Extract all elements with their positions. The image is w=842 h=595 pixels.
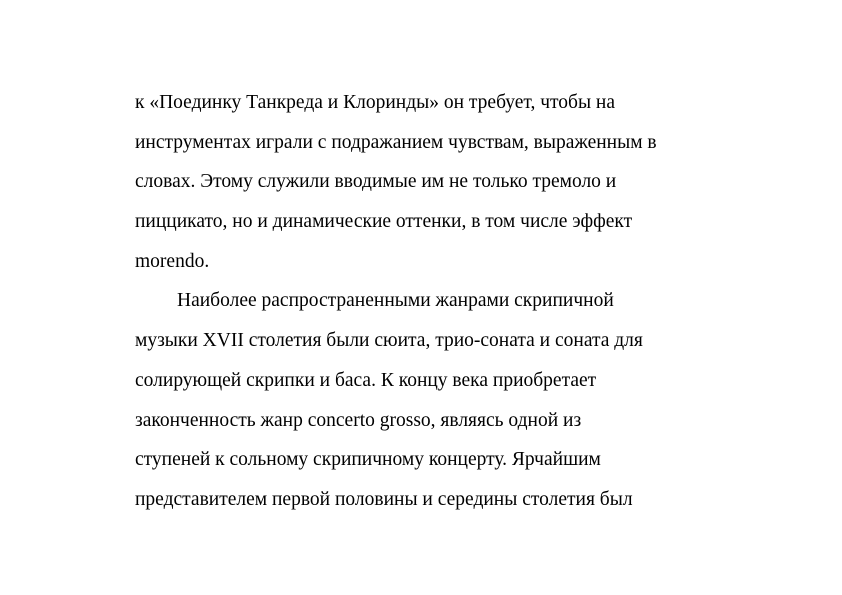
- text-line: Наиболее распространенными жанрами скрипичной: [177, 290, 614, 312]
- text-line: пиццикато, но и динамические оттенки, в том числе эффект: [135, 211, 633, 233]
- text-line: законченность жанр concerto grosso, являясь одной из: [135, 409, 582, 431]
- text-line: представителем первой половины и середины столетия был: [135, 488, 633, 510]
- text-line: ступеней к сольному скрипичному концерту. Ярчайшим: [135, 449, 601, 471]
- text-line: к «Поединку Танкреда и Клоринды» он требует, чтобы на: [135, 92, 616, 113]
- text-line: музыки XVII столетия были сюита, трио-соната и соната для: [135, 330, 643, 352]
- paragraph-2: [135, 281, 735, 519]
- text-line: инструментах играли с подражанием чувствам, выраженным в: [135, 131, 657, 153]
- text-line: солирующей скрипки и баса. К концу века приобретает: [135, 369, 597, 391]
- paragraph-1: [135, 83, 735, 281]
- body-text: [135, 83, 735, 520]
- text-line: morendo.: [135, 250, 210, 272]
- text-line: словах. Этому служили вводимые им не только тремоло и: [135, 171, 617, 193]
